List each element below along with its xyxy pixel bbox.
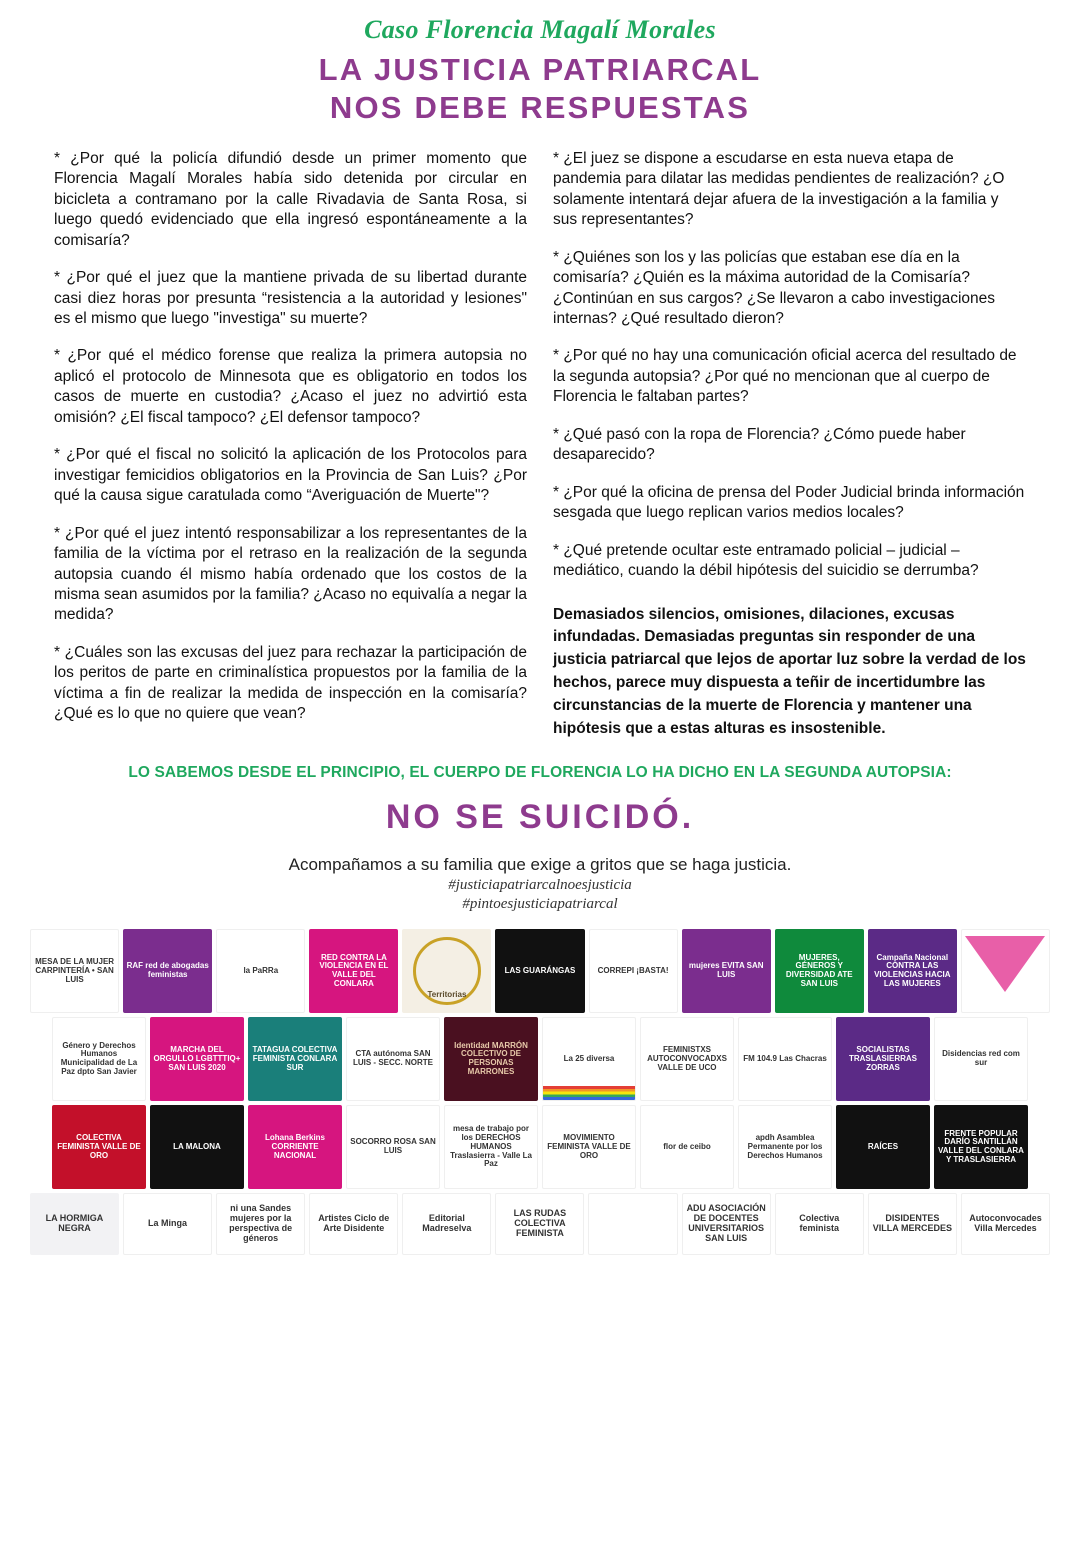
logo-apdh: apdh Asamblea Permanente por los Derechos Humanos <box>738 1105 832 1189</box>
logo-la-hormiga-negra: LA HORMIGA NEGRA <box>30 1193 119 1255</box>
logo-las-rudas: LAS RUDAS COLECTIVA FEMINISTA <box>495 1193 584 1255</box>
page-title <box>26 51 1054 127</box>
logo-feministxs-autoconvocadxs-valle-de-uco: FEMINISTXS AUTOCONVOCADXS VALLE DE UCO <box>640 1017 734 1101</box>
question-right-5: * ¿Por qué la oficina de prensa del Poder Judicial brinda información sesgada que luego replican varios medios locales? <box>553 483 1025 522</box>
logo-genero-y-derechos-humanos-la-paz: Género y Derechos Humanos Municipalidad de La Paz dpto San Javier <box>52 1017 146 1101</box>
logo-autoconvocades-villa-mercedes: Autoconvocades Villa Mercedes <box>961 1193 1050 1255</box>
logo-la-parra: la PaRRa <box>216 929 305 1013</box>
questions-columns <box>26 149 1054 758</box>
we-know-line: LO SABEMOS DESDE EL PRINCIPIO, EL CUERPO DE FLORENCIA LO HA DICHO EN LA SEGUNDA AUTOPSIA: <box>128 764 952 782</box>
page-title-line-2: NOS DEBE RESPUESTAS <box>329 90 751 125</box>
logo-row-3 <box>30 1105 1050 1189</box>
logo-socorro-rosa-san-luis: SOCORRO ROSA SAN LUIS <box>346 1105 440 1189</box>
logo-movimiento-feminista-valle-de-oro: MOVIMIENTO FEMINISTA VALLE DE ORO <box>542 1105 636 1189</box>
logo-disidencias-red-com-sur: Disidencias red com sur <box>934 1017 1028 1101</box>
question-right-1: * ¿El juez se dispone a escudarse en esta nueva etapa de pandemia para dilatar las medidas pendientes de realización? ¿O solamente intentará dejar afuera de la investigación a la familia y sus representantes? <box>553 149 1005 229</box>
logo-ate-san-luis: MUJERES, GÉNEROS Y DIVERSIDAD ATE SAN LUIS <box>775 929 864 1013</box>
hashtag-1: #justiciapatriarcalnoesjusticia <box>448 877 632 894</box>
logo-row-4 <box>30 1193 1050 1255</box>
question-left-5: * ¿Por qué el juez intentó responsabilizar a los representantes de la familia de la víctima por el retraso en la realización de la segunda autopsia cuando él mismo había ordenado que los costos de la misma sean asumidos por la familia? ¿Acaso no equivalía a negar la medida? <box>54 524 527 624</box>
logo-marcha-del-orgullo-san-luis-2020: MARCHA DEL ORGULLO LGBTTTIQ+ SAN LUIS 2020 <box>150 1017 244 1101</box>
logo-fm-104-9-las-chacras: FM 104.9 Las Chacras <box>738 1017 832 1101</box>
logo-campana-nacional-contra-las-violencias: Campaña Nacional CONTRA LAS VIOLENCIAS HACIA LAS MUJERES <box>868 929 957 1013</box>
triangle-venus-icon <box>965 936 1045 992</box>
accompany-line: Acompañamos a su familia que exige a gritos que se haga justicia. <box>288 855 792 875</box>
logo-correpi: CORREPI ¡BASTA! <box>589 929 678 1013</box>
rainbow-flag-icon <box>543 1086 635 1100</box>
logo-mesa-de-la-mujer: MESA DE LA MUJER CARPINTERÍA • SAN LUIS <box>30 929 119 1013</box>
logo-territorias: Territorias <box>402 929 491 1013</box>
logo-raices: RAÍCES <box>836 1105 930 1189</box>
logo-tatagua-colectiva-feminista: TATAGUA COLECTIVA FEMINISTA CONLARA SUR <box>248 1017 342 1101</box>
logo-la-minga: La Minga <box>123 1193 212 1255</box>
question-left-6: * ¿Cuáles son las excusas del juez para rechazar la participación de los peritos de parte en criminalística propuestos por la familia de la víctima a fin de realizar la medida de inspección en la comisaría? ¿Qué es lo que no quiere que vean? <box>54 643 527 723</box>
logo-identidad-marron: Identidad MARRÓN COLECTIVO DE PERSONAS MARRONES <box>444 1017 538 1101</box>
case-title: Caso Florencia Magalí Morales <box>364 15 716 44</box>
logo-ni-una-sandes: ni una Sandes mujeres por la perspectiva de géneros <box>216 1193 305 1255</box>
closing-statement: Demasiados silencios, omisiones, dilaciones, excusas infundadas. Demasiadas preguntas sin responder de una justicia patriarcal que lejos de aportar luz sobre la verdad de los hechos, parece muy dispuesta a teñir de incertidumbre las circunstancias de la muerte de Florencia y mantener una hipótesis que a estas alturas es insostenible. <box>553 605 1026 738</box>
question-left-3: * ¿Por qué el médico forense que realiza la primera autopsia no aplicó el protocolo de Minnesota que es obligatorio en todos los casos de muerte en custodia? ¿Acaso el juez no advirtió esta omisión? ¿El fiscal tampoco? ¿El defensor tampoco? <box>54 347 527 426</box>
logo-row-2 <box>30 1017 1050 1101</box>
logo-colectivo-flor-de-ceibo: flor de ceibo <box>640 1105 734 1189</box>
question-right-2: * ¿Quiénes son los y las policías que estaban ese día en la comisaría? ¿Quién es la máxima autoridad de la Comisaría? ¿Continúan en sus cargos? ¿Se llevaron a cabo investigaciones internas? ¿Qué resultado dieron? <box>553 248 996 327</box>
logo-editorial-madreselva: Editorial Madreselva <box>402 1193 491 1255</box>
logo-mesa-de-trabajo-derechos-humanos: mesa de trabajo por los DERECHOS HUMANOS Traslasierra - Valle La Paz <box>444 1105 538 1189</box>
left-column <box>54 149 527 758</box>
question-left-1: * ¿Por qué la policía difundió desde un primer momento que Florencia Magalí Morales había sido detenida por circular en bicicleta a contramano por la calle Rivadavia de Santa Rosa, si luego quedó evidenciado que ella ingresó espontáneamente a la comisaría? <box>54 149 527 249</box>
logo-adu: ADU ASOCIACIÓN DE DOCENTES UNIVERSITARIOS SAN LUIS <box>682 1193 771 1255</box>
logo-simbolo-feminista-triangulo <box>961 929 1050 1013</box>
supporting-organizations-logos <box>26 929 1054 1255</box>
logo-disidentes-villa-mercedes: DISIDENTES VILLA MERCEDES <box>868 1193 957 1255</box>
hashtag-2: #pintoesjusticiapatriarcal <box>462 896 618 913</box>
logo-artistes-ciclo-de-arte-disidente: Artistes Ciclo de Arte Disidente <box>309 1193 398 1255</box>
question-left-4: * ¿Por qué el fiscal no solicitó la aplicación de los Protocolos para investigar femicidios obligatorios en la Provincia de San Luis? ¿Por qué la causa sigue caratulada como “Averiguación de Muerte"? <box>54 446 527 505</box>
logo-raf-red-de-abogadas-feministas: RAF red de abogadas feministas <box>123 929 212 1013</box>
poster-header <box>26 0 1054 127</box>
no-suicide-line: NO SE SUICIDÓ. <box>385 798 695 837</box>
logo-cta-autonoma-san-luis: CTA autónoma SAN LUIS - SECC. NORTE <box>346 1017 440 1101</box>
logo-mujeres-evita-san-luis: mujeres EVITA SAN LUIS <box>682 929 771 1013</box>
question-right-6: * ¿Qué pretende ocultar este entramado policial – judicial – mediático, cuando la débil hipótesis del suicidio se derrumba? <box>553 541 979 580</box>
question-right-3: * ¿Por qué no hay una comunicación oficial acerca del resultado de la segunda autopsia? ¿Por qué no mencionan que al cuerpo de Florencia le faltaban partes? <box>553 347 1017 406</box>
logo-colectiva-feminista-valle-de-oro: COLECTIVA FEMINISTA VALLE DE ORO <box>52 1105 146 1189</box>
final-statement <box>26 764 1054 913</box>
logo-colectiva-feminista: Colectiva feminista <box>775 1193 864 1255</box>
logo-las-guarangas: LAS GUARÁNGAS <box>495 929 584 1013</box>
logo-red-contra-la-violencia: RED CONTRA LA VIOLENCIA EN EL VALLE DEL CONLARA <box>309 929 398 1013</box>
right-column <box>553 149 1026 758</box>
logo-la-malona: LA MALONA <box>150 1105 244 1189</box>
question-right-4: * ¿Qué pasó con la ropa de Florencia? ¿Cómo puede haber desaparecido? <box>553 425 966 464</box>
logo-frente-popular-dario-santillan: FRENTE POPULAR DARÍO SANTILLÁN VALLE DEL CONLARA Y TRASLASIERRA <box>934 1105 1028 1189</box>
page-title-line-1: LA JUSTICIA PATRIARCAL <box>318 52 762 88</box>
logo-lohana-berkins: Lohana Berkins CORRIENTE NACIONAL <box>248 1105 342 1189</box>
logo-row-1 <box>30 929 1050 1013</box>
logo-colectivo-corazon <box>588 1193 677 1255</box>
logo-socialistas-traslasierras-zorras: SOCIALISTAS TRASLASIERRAS ZORRAS <box>836 1017 930 1101</box>
logo-la-25-diversa: La 25 diversa <box>542 1017 636 1101</box>
question-left-2: * ¿Por qué el juez que la mantiene privada de su libertad durante casi diez horas por presunta “resistencia a la autoridad y lesiones" es el mismo que luego "investiga" su muerte? <box>54 269 527 327</box>
